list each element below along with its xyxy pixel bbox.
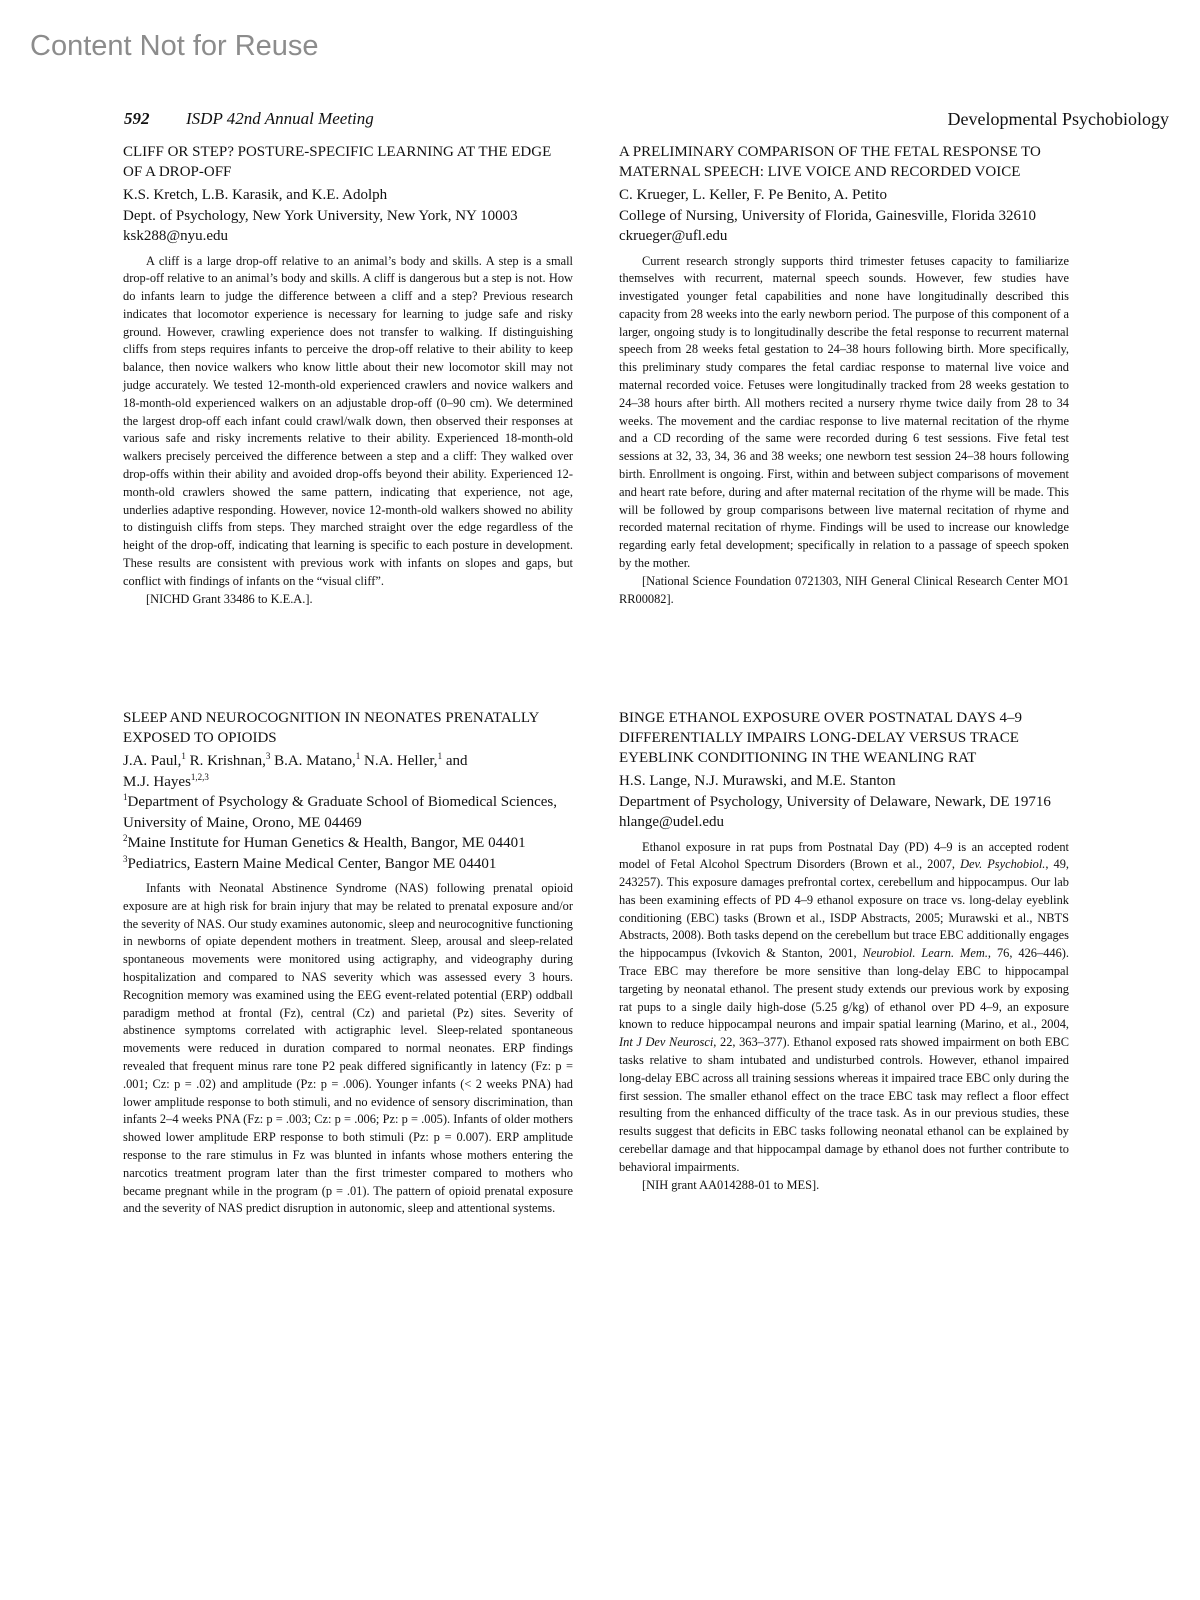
abstract-affiliation: $^1$Department of Psychology & Graduate School of Biomedical Sciences, University of Maine, Orono, ME 04469 xyxy=(123,792,557,831)
abstract-title: CLIFF OR STEP? POSTURE-SPECIFIC LEARNING AT THE EDGE OF A DROP-OFF xyxy=(123,144,552,180)
abstract-authors: K.S. Kretch, L.B. Karasik, and K.E. Adolph xyxy=(123,187,388,203)
abstract-body xyxy=(619,253,1069,609)
abstract-authors: J.A. Paul,$^1$ R. Krishnan,$^3$ B.A. Matano,$^1$ N.A. Heller,$^1$ and M.J. Hayes$^{1,2,3}$ xyxy=(123,751,468,790)
abstract-email: ksk288@nyu.edu xyxy=(123,228,229,244)
journal-name: Developmental Psychobiology xyxy=(947,109,1169,129)
abstract-text: Current research strongly supports third trimester fetuses capacity to familiarize themselves with recurrent, maternal speech sounds. However, few studies have investigated younger fetal capabilities and none have longitudinally described this capacity from 28 weeks into the early newborn period. The purpose of this component of a larger, ongoing study is to longitudinally describe the fetal response to recurrent maternal speech from 28 weeks fetal gestation to 24–38 hours following birth. More specifically, this preliminary study compares the fetal cardiac response to maternal live voice and maternal recorded voice. Fetuses were longitudinally tracked from 28 weeks gestation to 24–38 hours after birth. All mothers recited a nursery rhyme twice daily from 28 to 34 weeks. The movement and the cardiac response to live maternal recitation of the rhyme and a CD recording of the same were recorded during 6 test sessions. Five fetal test sessions at 32, 33, 34, 36 and 38 weeks; one newborn test session 24–38 hours following birth. Enrollment is ongoing. First, within and between subject comparisons of movement and heart rate before, during and after maternal recitation of the rhyme will be made. This will be followed by group comparisons between live maternal recitation of rhyme and recorded maternal recitation of rhyme. Findings will be used to increase our knowledge regarding early fetal development; specifically in relation to a passage of speech spoken by the mother. xyxy=(619,253,1069,571)
grant-note: [NIH grant AA014288-01 to MES]. xyxy=(642,1177,820,1192)
abstract-binge-ethanol xyxy=(619,708,1069,1194)
abstract-affiliation: $^3$Pediatrics, Eastern Maine Medical Center, Bangor ME 04401 xyxy=(123,853,497,872)
abstract-text: Infants with Neonatal Abstinence Syndrome (NAS) following prenatal opioid exposure are at high risk for brain injury that may be related to prenatal exposure and/or the severity of NAS. Our study examines autonomic, sleep and neurocognitive functioning in newborns of opiate dependent mothers in treatment. Sleep, arousal and sleep-related spontaneous movements were monitored using actigraphy, and videography during hospitalization and compared to NAS severity which was assessed every 3 hours. Recognition memory was examined using the EEG event-related potential (ERP) oddball paradigm method at frontal (Fz), central (Cz) and parietal (Pz) sites. Severity of abstinence symptoms correlated with actigraphic level. Sleep-related spontaneous movements were reduced in duration compared to normal neonates. ERP findings revealed that frequent minus rare tone P2 peak differed significantly in latency (Fz: p = .001; Cz: p = .02) and amplitude (Pz: p = .006). Younger infants (< 2 weeks PNA) had lower amplitude response to both stimuli, and no evidence of sensory discrimination, than infants 2–4 weeks PNA (Fz: p = .003; Cz: p = .006; Pz: p = .005). Infants of older mothers showed lower amplitude ERP response to both stimuli (Pz: p = 0.007). ERP amplitude response to the rare stimulus in Fz was blunted in infants whose mothers entering the narcotics treatment program later than the first trimester compared to mothers who became pregnant while in the program (p = .01). The pattern of opioid prenatal exposure and the severity of NAS predict disruption in autonomic, sleep and attentional systems. xyxy=(123,881,573,1216)
abstract-email: hlange@udel.edu xyxy=(619,814,725,830)
abstract-affiliation: Department of Psychology, University of Delaware, Newark, DE 19716 xyxy=(619,793,1051,810)
grant-note: [NICHD Grant 33486 to K.E.A.]. xyxy=(146,591,313,606)
abstract-body xyxy=(123,253,573,609)
page-number: 592 xyxy=(124,109,150,128)
abstract-title: A PRELIMINARY COMPARISON OF THE FETAL RESPONSE TO MATERNAL SPEECH: LIVE VOICE AND RECORDED VOICE xyxy=(619,144,1041,180)
abstract-authors: H.S. Lange, N.J. Murawski, and M.E. Stanton xyxy=(619,773,896,789)
abstract-authors: C. Krueger, L. Keller, F. Pe Benito, A. Petito xyxy=(619,187,887,203)
meeting-name: ISDP 42nd Annual Meeting xyxy=(186,109,374,128)
abstract-text: Ethanol exposure in rat pups from Postnatal Day (PD) 4–9 is an accepted rodent model of Fetal Alcohol Spectrum Disorders (Brown et al., 2007, Dev. Psychobiol., 49, 243257). This exposure damages prefrontal cortex, cerebellum and hippocampus. Our lab has been examining effects of PD 4–9 ethanol exposure on trace vs. long-delay eyeblink conditioning (EBC) tasks (Brown et al., ISDP Abstracts, 2005; Murawski et al., NBTS Abstracts, 2008). Both tasks depend on the cerebellum but trace EBC additionally engages the hippocampus (Ivkovich & Stanton, 2001, Neurobiol. Learn. Mem., 76, 426–446). Trace EBC may therefore be more sensitive than long-delay EBC to hippocampal targeting by neonatal ethanol. The present study extends our previous work by exposing rat pups to a single daily high-dose (5.25 g/kg) of ethanol over PD 4–9, an exposure known to reduce hippocampal neurons and impair spatial learning (Marino, et al., 2004, Int J Dev Neurosci, 22, 363–377). Ethanol exposed rats showed impairment on both EBC tasks relative to sham intubated and undisturbed controls. However, ethanol impaired long-delay EBC across all training sessions whereas it impaired trace EBC only during the first session. The smaller ethanol effect on the trace EBC task may reflect a floor effect resulting from the enhanced difficulty of the trace task. As in our previous studies, these results suggest that deficits in EBC tasks following neonatal ethanol can be explained by cerebellar damage and that hippocampal damage by ethanol does not further contribute to behavioral impairments. xyxy=(619,839,1069,1174)
abstract-cliff-or-step xyxy=(123,142,573,608)
abstract-body xyxy=(619,839,1069,1195)
abstract-fetal-response xyxy=(619,142,1069,608)
abstract-email: ckrueger@ufl.edu xyxy=(619,228,728,244)
watermark: Content Not for Reuse xyxy=(30,30,319,62)
abstract-affiliation: Dept. of Psychology, New York University, New York, NY 10003 xyxy=(123,207,518,224)
abstract-sleep-neurocognition xyxy=(123,708,573,1218)
abstract-title: SLEEP AND NEUROCOGNITION IN NEONATES PRENATALLY EXPOSED TO OPIOIDS xyxy=(123,710,539,746)
grant-note: [National Science Foundation 0721303, NIH General Clinical Research Center MO1 RR00082]. xyxy=(619,573,1069,606)
abstract-body xyxy=(123,880,573,1218)
abstract-text: A cliff is a large drop-off relative to an animal’s body and skills. A step is a small drop-off relative to an animal’s body and skills. A cliff is dangerous but a step is not. How do infants learn to judge the difference between a cliff and a step? Previous research indicates that locomotor experience is necessary for learning to judge safe and risky ground. However, crawling experience does not transfer to walking. If distinguishing cliffs from steps requires infants to perceive the drop-off relative to their ability to keep balance, then novice walkers who know little about their new locomotor skill may not judge accurately. We tested 12-month-old experienced crawlers and novice walkers and 18-month-old experienced walkers on an adjustable drop-off (0–90 cm). We determined the largest drop-off each infant could crawl/walk down, then observed their responses at various safe and risky increments relative to their ability. Experienced 18-month-old walkers precisely perceived the difference between a step and a cliff: They walked over drop-offs within their ability and avoided drop-offs beyond their ability. Experienced 12-month-old crawlers showed the same pattern, indicating that experience, not age, underlies adaptive responding. However, novice 12-month-old walkers showed no ability to distinguish cliffs from steps. They marched straight over the edge regardless of the height of the drop-off, indicating that learning is specific to each posture in development. These results are consistent with previous work with infants on slopes and gaps, but conflict with findings of infants on the “visual cliff”. xyxy=(123,253,573,588)
running-header xyxy=(124,109,1169,135)
abstract-affiliation: $^2$Maine Institute for Human Genetics & Health, Bangor, ME 04401 xyxy=(123,833,526,851)
abstract-title: BINGE ETHANOL EXPOSURE OVER POSTNATAL DAYS 4–9 DIFFERENTIALLY IMPAIRS LONG-DELAY VERSUS TRACE EYEBLINK CONDITIONING IN THE WEANLING RAT xyxy=(619,710,1022,766)
abstract-affiliation: College of Nursing, University of Florida, Gainesville, Florida 32610 xyxy=(619,207,1037,224)
